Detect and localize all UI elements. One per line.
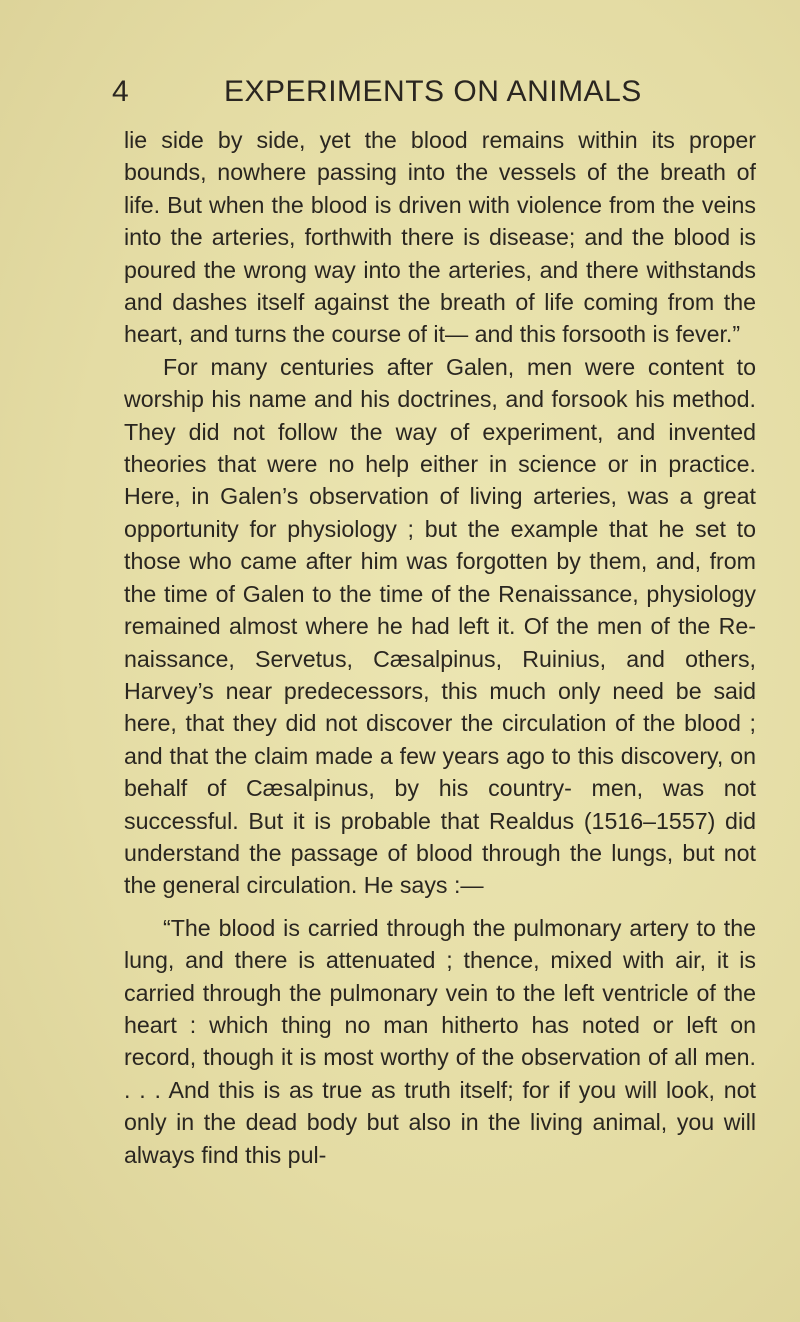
running-head — [112, 72, 752, 112]
page-number: 4 — [112, 75, 129, 108]
page-title: EXPERIMENTS ON ANIMALS — [224, 75, 642, 108]
paragraph-realdus-quote: “The blood is carried through the pulmonary artery to the lung, and there is attenuated ; thence, mixed with air, it is carried through the pulmonary vein to the left ventricle of the heart : which thing no man hitherto has noted or left on record, though it is most worthy of the observation of all men. . . . And this is as true as truth itself; for if you will look, not only in the dead body but also in the living animal, you will always find this pul- — [124, 914, 756, 1168]
paragraph-galen: For many centuries after Galen, men were content to worship his name and his doctrines, and forsook his method. They did not follow the way of experiment, and invented theories that were no help either in science or in practice. Here, in Galen’s observation of living arteries, was a great opportunity for physiology ; but the example that he set to those who came after him was forgotten by them, and, from the time of Galen to the time of the Renaissance, physiology remained almost where he had left it. Of the men of the Re- naissance, Servetus, Cæsalpinus, Ruinius, and others, Harvey’s near predecessors, this much only need be said here, that they did not discover the circulation of the blood ; and that the claim made a few years ago to this discovery, on behalf of Cæsalpinus, by his country- men, was not successful. But it is probable that Realdus (1516–1557) did understand the passage of blood through the lungs, but not the general circulation. He says :— — [124, 353, 756, 899]
body-text — [124, 124, 756, 1171]
paragraph-continuation: lie side by side, yet the blood remains within its proper bounds, nowhere passing into the vessels of the breath of life. But when the blood is driven with violence from the veins into the arteries, forthwith there is disease; and the blood is poured the wrong way into the arteries, and there withstands and dashes itself against the breath of life coming from the heart, and turns the course of it— and this forsooth is fever.” — [124, 127, 756, 348]
